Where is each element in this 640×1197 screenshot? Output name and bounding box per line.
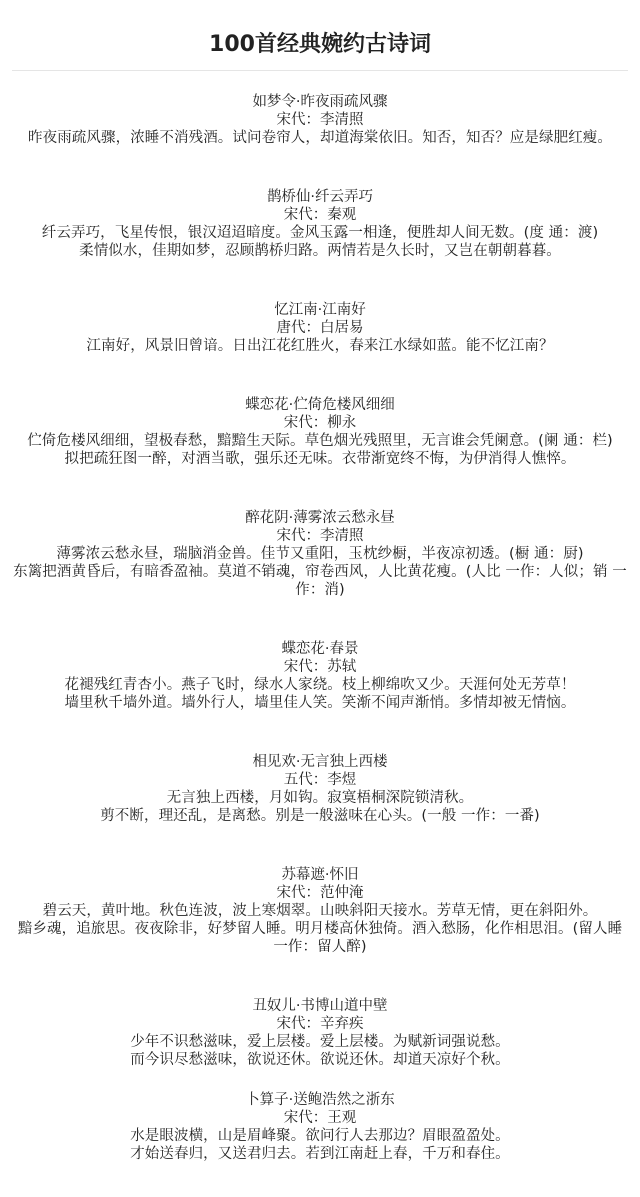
poem-item: [12, 93, 628, 147]
poem-item: [12, 866, 628, 956]
poem-author: 宋代：李清照: [276, 112, 364, 128]
poem-line: 柔情似水，佳期如梦，忍顾鹊桥归路。两情若是久长时，又岂在朝朝暮暮。: [79, 243, 561, 259]
poem-item: [12, 509, 628, 599]
title-divider: [12, 70, 628, 71]
poem-author: 宋代：范仲淹: [276, 885, 364, 901]
poem-line: 花褪残红青杏小。燕子飞时，绿水人家绕。枝上柳绵吹又少。天涯何处无芳草！: [64, 677, 576, 693]
poem-list: [12, 93, 628, 1163]
page-title: 100首经典婉约古诗词: [209, 32, 431, 57]
poem-item: [12, 753, 628, 825]
poem-line: 薄雾浓云愁永昼，瑞脑消金兽。佳节又重阳，玉枕纱橱，半夜凉初透。(橱 通：厨): [56, 546, 584, 562]
poem-line: 昨夜雨疏风骤，浓睡不消残酒。试问卷帘人，却道海棠依旧。知否，知否？应是绿肥红瘦。: [28, 130, 612, 146]
poem-author: 唐代：白居易: [276, 320, 364, 336]
poem-line: 水是眼波横，山是眉峰聚。欲问行人去那边？眉眼盈盈处。: [130, 1128, 510, 1144]
poem-title: 忆江南·江南好: [274, 302, 366, 318]
poem-line: 才始送春归，又送君归去。若到江南赶上春，千万和春住。: [130, 1146, 510, 1162]
poem-author: 宋代：辛弃疾: [276, 1016, 364, 1032]
poem-line: 墙里秋千墙外道。墙外行人，墙里佳人笑。笑渐不闻声渐悄。多情却被无情恼。: [64, 695, 576, 711]
poem-title: 苏幕遮·怀旧: [281, 867, 359, 883]
poem-author: 宋代：秦观: [283, 207, 357, 223]
poem-title: 丑奴儿·书博山道中壁: [252, 998, 388, 1014]
poem-line: 黯乡魂，追旅思。夜夜除非，好梦留人睡。明月楼高休独倚。酒入愁肠，化作相思泪。(留人睡 一作：留人醉): [17, 921, 623, 955]
poem-line: 碧云天，黄叶地。秋色连波，波上寒烟翠。山映斜阳天接水。芳草无情，更在斜阳外。: [42, 903, 598, 919]
poem-author: 宋代：王观: [283, 1110, 357, 1126]
poem-title: 鹊桥仙·纤云弄巧: [266, 189, 374, 205]
poem-item: [12, 188, 628, 260]
poem-line: 剪不断，理还乱，是离愁。别是一般滋味在心头。(一般 一作：一番): [100, 808, 540, 824]
poem-line: 少年不识愁滋味，爱上层楼。爱上层楼。为赋新词强说愁。: [130, 1034, 510, 1050]
poem-author: 宋代：苏轼: [283, 659, 357, 675]
poem-line: 无言独上西楼，月如钩。寂寞梧桐深院锁清秋。: [166, 790, 474, 806]
poem-title: 卜算子·送鲍浩然之浙东: [245, 1092, 395, 1108]
poem-author: 宋代：李清照: [276, 528, 364, 544]
poem-line: 而今识尽愁滋味，欲说还休。欲说还休。却道天凉好个秋。: [130, 1052, 510, 1068]
poem-line: 江南好，风景旧曾谙。日出江花红胜火，春来江水绿如蓝。能不忆江南？: [86, 338, 554, 354]
poem-item: [12, 396, 628, 468]
poem-title: 蝶恋花·伫倚危楼风细细: [245, 397, 395, 413]
poem-author: 宋代：柳永: [283, 415, 357, 431]
poem-line: 纤云弄巧，飞星传恨，银汉迢迢暗度。金风玉露一相逢，便胜却人间无数。(度 通：渡): [41, 225, 599, 241]
poem-line: 东篱把酒黄昏后，有暗香盈袖。莫道不销魂，帘卷西风，人比黄花瘦。(人比 一作：人似；销 一作：消): [13, 564, 627, 598]
poem-line: 伫倚危楼风细细，望极春愁，黯黯生天际。草色烟光残照里，无言谁会凭阑意。(阑 通：栏): [27, 433, 613, 449]
poem-item: [12, 1091, 628, 1163]
poem-title: 相见欢·无言独上西楼: [252, 754, 388, 770]
poem-item: [12, 640, 628, 712]
poem-title: 醉花阴·薄雾浓云愁永昼: [245, 510, 395, 526]
poem-item: [12, 997, 628, 1069]
poem-line: 拟把疏狂图一醉，对酒当歌，强乐还无味。衣带渐宽终不悔，为伊消得人憔悴。: [64, 451, 576, 467]
poem-author: 五代：李煜: [283, 772, 357, 788]
poem-title: 如梦令·昨夜雨疏风骤: [252, 94, 388, 110]
poem-item: [12, 301, 628, 355]
poem-title: 蝶恋花·春景: [281, 641, 359, 657]
